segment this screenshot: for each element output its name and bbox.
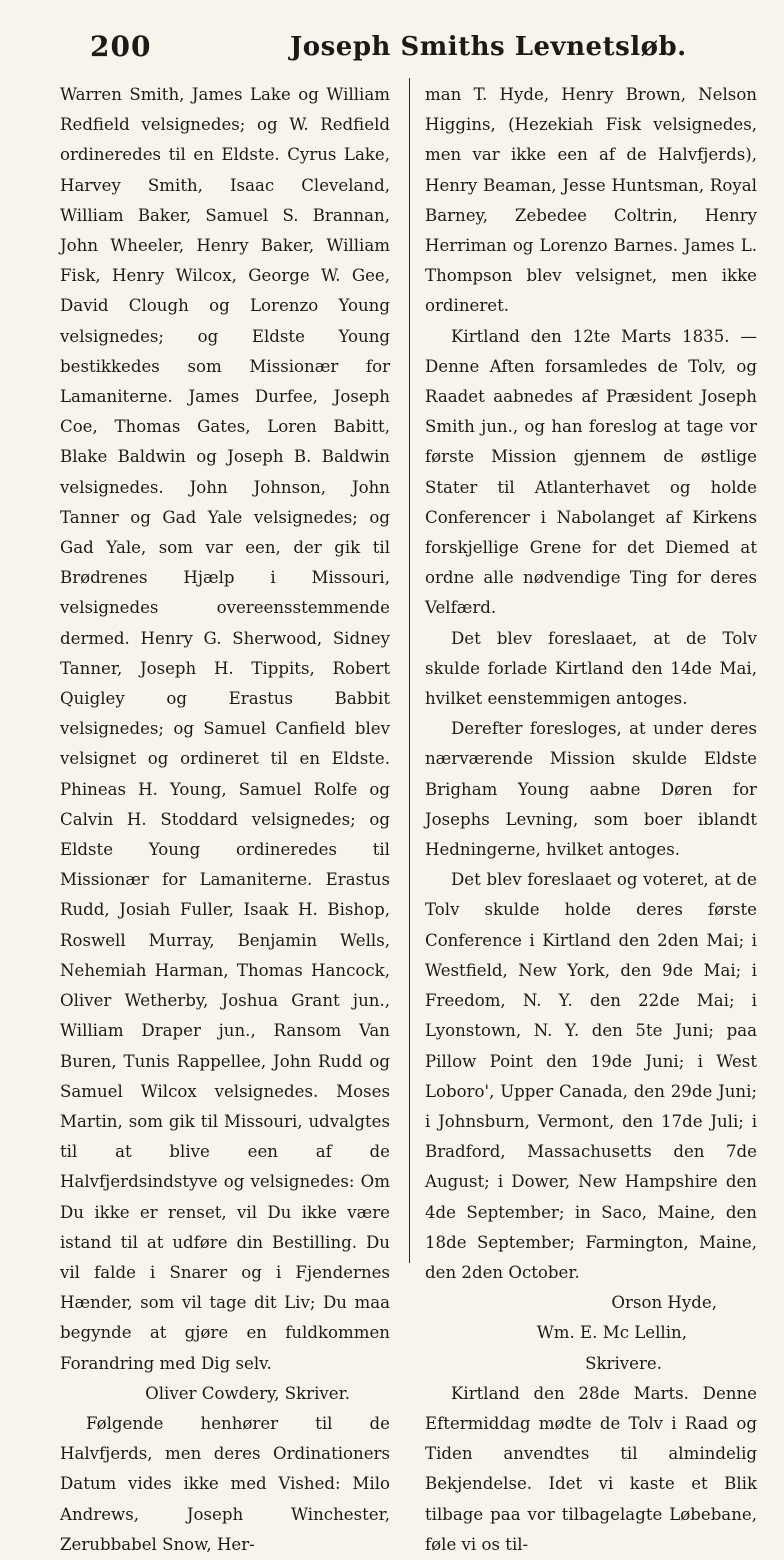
right-column [425, 80, 757, 1560]
left-column [60, 80, 390, 1560]
running-title: Joseph Smiths Levnetsløb. [290, 32, 687, 62]
page-number: 200 [90, 30, 152, 63]
page-header [60, 30, 750, 70]
paragraph: Det blev foreslaaet og voteret, at de Tolv skulde holde deres første Conference i Kirtland den 2den Mai; i Westfield, New York, den 9de Mai; i Freedom, N. Y. den 22de Mai; i Lyonstown, N. Y. den 5te Juni; paa Pillow Point den 19de Juni; i West Loboro', Upper Canada, den 29de Juni; i Johnsburn, Vermont, den 17de Juli; i Bradford, Massachusetts den 7de August; i Dower, New Hampshire den 4de September; in Saco, Maine, den 18de September; Farmington, Maine, den 2den October. [425, 870, 757, 1282]
signature-line: Skrivere. [585, 1353, 662, 1373]
paragraph: Derefter foresloges, at under deres nærværende Mission skulde Eldste Brigham Young aabne Døren for Josephs Levning, som boer iblandt Hedningerne, hvilket antoges. [425, 719, 757, 860]
paragraph: Det blev foreslaaet, at de Tolv skulde forlade Kirtland den 14de Mai, hvilket eenstemmigen antoges. [425, 628, 757, 709]
paragraph: Kirtland den 28de Marts. Denne Eftermiddag mødte de Tolv i Raad og Tiden anvendtes til almindelig Bekjendelse. Idet vi kaste et Blik tilbage paa vor tilbagelagte Løbebane, føle vi os til- [425, 1383, 757, 1554]
paragraph: Følgende henhører til de Halvfjerds, men deres Ordinationers Datum vides ikke med Vished: Milo Andrews, Joseph Winchester, Zerubbabel Snow, Her- [60, 1413, 390, 1554]
signature: Oliver Cowdery, Skriver. [145, 1383, 350, 1403]
signature-line: Orson Hyde, [611, 1293, 717, 1313]
signature-line: Wm. E. Mc Lellin, [536, 1323, 687, 1343]
paragraph: Kirtland den 12te Marts 1835. — Denne Aften forsamledes de Tolv, og Raadet aabnedes af Præsident Joseph Smith jun., og han foreslog at tage vor første Mission gjennem de østlige Stater til Atlanterhavet og holde Conferencer i Nabolanget af Kirkens forskjellige Grene for det Diemed at ordne alle nødvendige Ting for deres Velfærd. [425, 326, 757, 618]
column-divider [409, 78, 410, 1263]
paragraph: Warren Smith, James Lake og William Redfield velsignedes; og W. Redfield ordineredes til en Eldste. Cyrus Lake, Harvey Smith, Isaac Cleveland, William Baker, Samuel S. Brannan, John Wheeler, Henry Baker, William Fisk, Henry Wilcox, George W. Gee, David Clough og Lorenzo Young velsignedes; og Eldste Young bestikkedes som Missionær for Lamaniterne. James Durfee, Joseph Coe, Thomas Gates, Loren Babitt, Blake Baldwin og Joseph B. Baldwin velsignedes. John Johnson, John Tanner og Gad Yale velsignedes; og Gad Yale, som var een, der gik til Brødrenes Hjælp i Missouri, velsignedes overeensstemmende dermed. Henry G. Sherwood, Sidney Tanner, Joseph H. Tippits, Robert Quigley og Erastus Babbit velsignedes; og Samuel Canfield blev velsignet og ordineret til en Eldste. Phineas H. Young, Samuel Rolfe og Calvin H. Stoddard velsignedes; og Eldste Young ordineredes til Missionær for Lamaniterne. Erastus Rudd, Josiah Fuller, Isaak H. Bishop, Roswell Murray, Benjamin Wells, Nehemiah Harman, Thomas Hancock, Oliver Wetherby, Joshua Grant jun., William Draper jun., Ransom Van Buren, Tunis Rappellee, John Rudd og Samuel Wilcox velsignedes. Moses Martin, som gik til Missouri, udvalgtes til at blive een af de Halvfjerdsindstyve og velsignedes: Om Du ikke er renset, vil Du ikke være istand til at udføre din Bestilling. Du vil falde i Snarer og i Fjendernes Hænder, som vil tage dit Liv; Du maa begynde at gjøre en fuldkommen Forandring med Dig selv. [60, 85, 390, 1373]
paragraph: man T. Hyde, Henry Brown, Nelson Higgins, (Hezekiah Fisk velsignedes, men var ikke een af de Halvfjerds), Henry Beaman, Jesse Huntsman, Royal Barney, Zebedee Coltrin, Henry Herriman og Lorenzo Barnes. James L. Thompson blev velsignet, men ikke ordineret. [425, 85, 757, 316]
